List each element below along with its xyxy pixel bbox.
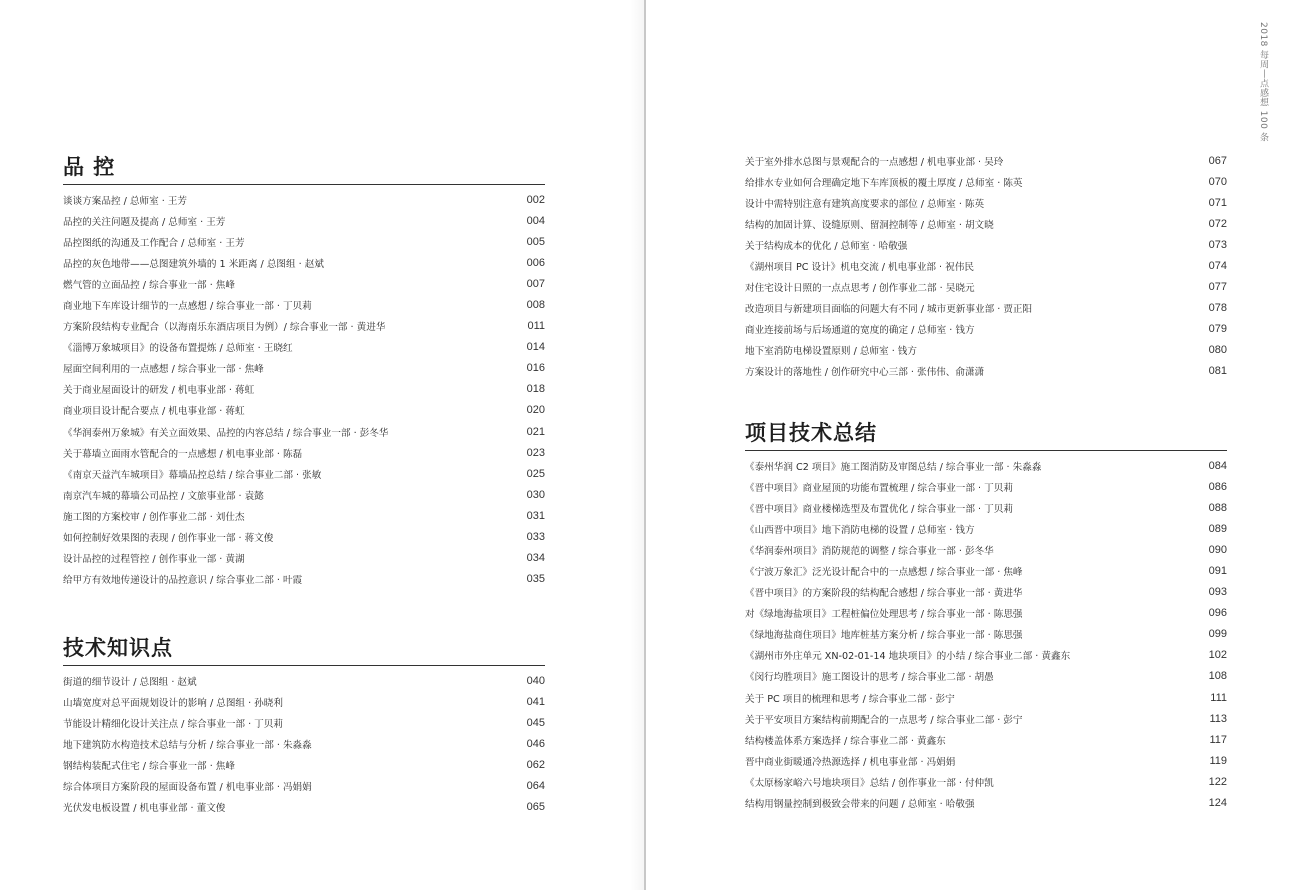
toc-entry-page-number: 065	[526, 801, 545, 814]
toc-entry[interactable]	[745, 340, 1227, 361]
toc-entry-title: 《晋中项目》商业楼梯选型及布置优化 / 综合事业一部 · 丁贝莉	[745, 503, 1013, 515]
toc-entry-title: 如何控制好效果图的表现 / 创作事业一部 · 蒋文俊	[63, 533, 274, 545]
toc-entry-page-number: 033	[526, 531, 545, 544]
toc-list	[63, 670, 545, 818]
toc-entry-page-number: 081	[1208, 365, 1227, 378]
toc-entry-title: 给排水专业如何合理确定地下车库顶板的覆土厚度 / 总师室 · 陈英	[745, 177, 1023, 189]
toc-entry-page-number: 084	[1208, 459, 1227, 472]
toc-entry-page-number: 011	[527, 320, 545, 333]
toc-entry-page-number: 045	[526, 716, 545, 729]
toc-entry-title: 设计品控的过程管控 / 创作事业一部 · 黄湖	[63, 554, 245, 566]
toc-entry[interactable]	[745, 361, 1227, 382]
toc-list	[745, 150, 1227, 382]
toc-entry-page-number: 074	[1208, 260, 1227, 273]
toc-entry-page-number: 014	[526, 341, 545, 354]
toc-entry-title: 施工图的方案校审 / 创作事业二部 · 刘仕杰	[63, 511, 245, 523]
toc-entry-page-number: 080	[1208, 344, 1227, 357]
toc-entry-page-number: 093	[1208, 586, 1227, 599]
toc-entry-page-number: 077	[1208, 281, 1227, 294]
toc-entry-page-number: 108	[1208, 670, 1227, 683]
toc-entry-title: 给甲方有效地传递设计的品控意识 / 综合事业二部 · 叶霞	[63, 575, 303, 587]
toc-entry[interactable]	[63, 442, 545, 463]
toc-entry-title: 方案阶段结构专业配合（以海南乐东酒店项目为例）/ 综合事业一部 · 黄进华	[63, 322, 386, 334]
toc-entry-page-number: 018	[526, 383, 545, 396]
toc-entry-page-number: 091	[1208, 565, 1227, 578]
toc-entry-page-number: 006	[526, 256, 545, 269]
toc-entry[interactable]	[745, 624, 1227, 645]
toc-entry[interactable]	[63, 231, 545, 252]
toc-entry[interactable]	[745, 476, 1227, 497]
toc-entry-page-number: 004	[526, 214, 545, 227]
toc-entry-page-number: 113	[1209, 712, 1227, 725]
toc-entry[interactable]	[745, 171, 1227, 192]
toc-entry[interactable]	[63, 527, 545, 548]
toc-entry[interactable]	[745, 455, 1227, 476]
toc-entry-title: 《太原杨家峪六号地块项目》总结 / 创作事业一部 · 付仲凯	[745, 777, 994, 789]
page-gutter	[644, 0, 646, 890]
toc-entry-title: 《淄博万象城项目》的设备布置提炼 / 总师室 · 王晓红	[63, 343, 293, 355]
toc-entry[interactable]	[745, 192, 1227, 213]
toc-entry[interactable]	[745, 255, 1227, 276]
toc-entry-title: 品控图纸的沟通及工作配合 / 总师室 · 王芳	[63, 237, 245, 249]
toc-entry-title: 钢结构装配式住宅 / 综合事业一部 · 焦峰	[63, 760, 235, 772]
toc-entry-page-number: 062	[526, 758, 545, 771]
toc-entry-title: 结构的加固计算、设缝原则、留洞控制等 / 总师室 · 胡文晓	[745, 219, 994, 231]
toc-entry[interactable]	[745, 750, 1227, 771]
toc-entry-title: 对《绿地海盐项目》工程桩偏位处理思考 / 综合事业一部 · 陈思强	[745, 609, 1023, 621]
toc-entry-title: 品控的灰色地带——总图建筑外墙的 1 米距离 / 总图组 · 赵斌	[63, 258, 324, 270]
section-project-summary	[745, 419, 1227, 814]
toc-entry-page-number: 007	[526, 277, 545, 290]
toc-entry-page-number: 070	[1208, 175, 1227, 188]
toc-entry[interactable]	[63, 337, 545, 358]
toc-entry-title: 改造项目与新建项目面临的问题大有不同 / 城市更新事业部 · 贾正阳	[745, 304, 1033, 316]
toc-entry-title: 《华润泰州项目》消防规范的调整 / 综合事业一部 · 彭冬华	[745, 545, 994, 557]
toc-entry[interactable]	[745, 213, 1227, 234]
toc-entry[interactable]	[745, 771, 1227, 792]
toc-entry[interactable]	[63, 294, 545, 315]
section-quality-control	[63, 153, 545, 590]
toc-entry[interactable]	[63, 754, 545, 775]
toc-entry[interactable]	[745, 729, 1227, 750]
toc-entry-title: 屋面空间利用的一点感想 / 综合事业一部 · 焦峰	[63, 364, 264, 376]
toc-entry-title: 南京汽车城的幕墙公司品控 / 文旅事业部 · 袁懿	[63, 490, 264, 502]
toc-entry-title: 《山西晋中项目》地下消防电梯的设置 / 总师室 · 钱方	[745, 524, 975, 536]
toc-entry[interactable]	[63, 273, 545, 294]
toc-entry-page-number: 111	[1210, 691, 1227, 704]
toc-entry-title: 《宁波万象汇》泛光设计配合中的一点感想 / 综合事业一部 · 焦峰	[745, 567, 1023, 579]
toc-entry-title: 关于幕墙立面雨水管配合的一点感想 / 机电事业部 · 陈磊	[63, 448, 303, 460]
toc-entry-page-number: 099	[1208, 628, 1227, 641]
toc-entry[interactable]	[745, 708, 1227, 729]
toc-list	[63, 189, 545, 590]
toc-entry-page-number: 079	[1208, 323, 1227, 336]
toc-entry[interactable]	[745, 539, 1227, 560]
toc-entry-title: 燃气管的立面品控 / 综合事业一部 · 焦峰	[63, 279, 235, 291]
toc-entry[interactable]	[63, 421, 545, 442]
toc-entry[interactable]	[745, 793, 1227, 814]
toc-entry[interactable]	[745, 518, 1227, 539]
toc-entry-page-number: 089	[1208, 522, 1227, 535]
toc-entry-title: 关于结构成本的优化 / 总师室 · 哈敬强	[745, 240, 908, 252]
toc-entry-title: 方案设计的落地性 / 创作研究中心三部 · 张伟伟、俞潇潇	[745, 367, 985, 379]
toc-entry[interactable]	[63, 712, 545, 733]
toc-entry-title: 地下建筑防水构造技术总结与分析 / 综合事业一部 · 朱淼淼	[63, 739, 312, 751]
toc-entry[interactable]	[63, 189, 545, 210]
toc-entry-page-number: 031	[526, 509, 545, 522]
toc-entry-page-number: 067	[1208, 154, 1227, 167]
toc-entry-page-number: 117	[1209, 733, 1227, 746]
toc-entry[interactable]	[745, 560, 1227, 581]
toc-entry-page-number: 072	[1208, 217, 1227, 230]
toc-entry[interactable]	[745, 298, 1227, 319]
toc-entry[interactable]	[745, 666, 1227, 687]
toc-entry-title: 《晋中项目》商业屋顶的功能布置梳理 / 综合事业一部 · 丁贝莉	[745, 482, 1013, 494]
toc-entry[interactable]	[63, 505, 545, 526]
toc-entry-page-number: 021	[526, 425, 545, 438]
toc-entry[interactable]	[745, 603, 1227, 624]
running-header: 2018 每周丨点感想 100 条	[1258, 22, 1268, 143]
toc-entry-title: 光伏发电板设置 / 机电事业部 · 董文俊	[63, 803, 226, 815]
toc-entry-page-number: 086	[1208, 480, 1227, 493]
toc-entry-title: 节能设计精细化设计关注点 / 综合事业一部 · 丁贝莉	[63, 718, 283, 730]
toc-entry-page-number: 023	[526, 446, 545, 459]
toc-entry-title: 《泰州华润 C2 项目》施工图消防及审图总结 / 综合事业一部 · 朱淼淼	[745, 461, 1042, 473]
toc-entry-page-number: 005	[526, 235, 545, 248]
section-title: 项目技术总结	[745, 421, 877, 445]
toc-entry-page-number: 090	[1208, 543, 1227, 556]
toc-entry-page-number: 064	[526, 780, 545, 793]
toc-entry-page-number: 122	[1208, 775, 1227, 788]
toc-entry-page-number: 016	[526, 362, 545, 375]
toc-entry-title: 商业连接前场与后场通道的宽度的确定 / 总师室 · 钱方	[745, 325, 975, 337]
toc-entry-page-number: 096	[1208, 607, 1227, 620]
toc-entry-page-number: 008	[526, 299, 545, 312]
toc-entry[interactable]	[63, 548, 545, 569]
toc-entry[interactable]	[745, 497, 1227, 518]
toc-entry-page-number: 040	[526, 674, 545, 687]
toc-entry[interactable]	[63, 775, 545, 796]
section-divider	[63, 184, 545, 185]
toc-list	[745, 455, 1227, 814]
toc-entry-page-number: 030	[526, 488, 545, 501]
toc-entry[interactable]	[63, 691, 545, 712]
toc-entry-title: 晋中商业街暖通冷热源选择 / 机电事业部 · 冯娟娟	[745, 756, 956, 768]
toc-entry-title: 关于 PC 项目的梳理和思考 / 综合事业二部 · 彭宁	[745, 693, 955, 705]
toc-entry[interactable]	[745, 277, 1227, 298]
toc-entry-title: 《闵行均胜项目》施工图设计的思考 / 综合事业二部 · 胡愚	[745, 672, 994, 684]
toc-entry[interactable]	[63, 484, 545, 505]
section-divider	[63, 665, 545, 666]
toc-entry-page-number: 088	[1208, 501, 1227, 514]
toc-entry[interactable]	[63, 670, 545, 691]
section-title: 技术知识点	[63, 636, 173, 660]
toc-entry-title: 品控的关注问题及提高 / 总师室 · 王芳	[63, 216, 226, 228]
section-technical-knowledge	[63, 634, 545, 818]
toc-entry[interactable]	[745, 687, 1227, 708]
toc-entry-page-number: 035	[526, 573, 545, 586]
toc-entry[interactable]	[63, 797, 545, 818]
toc-entry-page-number: 073	[1208, 238, 1227, 251]
toc-entry[interactable]	[63, 569, 545, 590]
section-title: 品 控	[63, 155, 116, 179]
toc-entry-title: 关于商业屋面设计的研发 / 机电事业部 · 蒋虹	[63, 385, 255, 397]
toc-entry-title: 结构楼盖体系方案选择 / 综合事业二部 · 黄鑫东	[745, 735, 946, 747]
toc-entry-title: 街道的细节设计 / 总图组 · 赵斌	[63, 676, 197, 688]
toc-entry-title: 山墙宽度对总平面规划设计的影响 / 总图组 · 孙晓利	[63, 697, 283, 709]
toc-entry-page-number: 071	[1208, 196, 1227, 209]
toc-entry[interactable]	[63, 463, 545, 484]
toc-entry-page-number: 034	[526, 552, 545, 565]
toc-entry[interactable]	[745, 150, 1227, 171]
toc-entry-page-number: 025	[526, 467, 545, 480]
toc-entry[interactable]	[745, 319, 1227, 340]
toc-entry-page-number: 002	[526, 193, 545, 206]
toc-entry-title: 地下室消防电梯设置原则 / 总师室 · 钱方	[745, 346, 917, 358]
toc-entry-title: 设计中需特别注意有建筑高度要求的部位 / 总师室 · 陈英	[745, 198, 985, 210]
toc-entry-page-number: 020	[526, 404, 545, 417]
toc-entry[interactable]	[63, 733, 545, 754]
toc-entry-page-number: 046	[526, 737, 545, 750]
toc-entry-page-number: 041	[526, 695, 545, 708]
toc-entry-title: 《湖州市外庄单元 XN-02-01-14 地块项目》的小结 / 综合事业二部 · 黄鑫东	[745, 651, 1071, 663]
toc-entry-page-number: 102	[1208, 649, 1227, 662]
toc-entry-title: 对住宅设计日照的一点点思考 / 创作事业二部 · 吴晓元	[745, 283, 975, 295]
toc-entry-title: 关于平安项目方案结构前期配合的一点思考 / 综合事业二部 · 彭宁	[745, 714, 1023, 726]
toc-entry-title: 谈谈方案品控 / 总师室 · 王芳	[63, 195, 188, 207]
toc-entry-title: 商业项目设计配合要点 / 机电事业部 · 蒋虹	[63, 406, 245, 418]
toc-entry-page-number: 119	[1209, 754, 1227, 767]
toc-entry[interactable]	[63, 400, 545, 421]
toc-entry-title: 商业地下车库设计细节的一点感想 / 综合事业一部 · 丁贝莉	[63, 301, 312, 313]
section-divider	[745, 450, 1227, 451]
toc-entry-title: 综合体项目方案阶段的屋面设备布置 / 机电事业部 · 冯娟娟	[63, 782, 312, 794]
toc-entry-page-number: 124	[1208, 797, 1227, 810]
toc-entry[interactable]	[63, 210, 545, 231]
toc-entry-title: 结构用钢量控制到极致会带来的问题 / 总师室 · 哈敬强	[745, 799, 975, 811]
toc-entry[interactable]	[63, 358, 545, 379]
toc-entry[interactable]	[745, 582, 1227, 603]
toc-entry[interactable]	[745, 234, 1227, 255]
toc-entry[interactable]	[745, 645, 1227, 666]
toc-entry-title: 《绿地海盐商住项目》地库桩基方案分析 / 综合事业一部 · 陈思强	[745, 630, 1023, 642]
toc-entry-title: 《南京天益汽车城项目》幕墙品控总结 / 综合事业二部 · 张敏	[63, 469, 322, 481]
toc-entry-page-number: 078	[1208, 302, 1227, 315]
toc-entry-title: 《华润泰州万象城》有关立面效果、品控的内容总结 / 综合事业一部 · 彭冬华	[63, 427, 389, 439]
section-technical-knowledge-continued	[745, 150, 1227, 382]
toc-entry[interactable]	[63, 379, 545, 400]
toc-entry-title: 《晋中项目》的方案阶段的结构配合感想 / 综合事业一部 · 黄进华	[745, 588, 1023, 600]
page-gutter-shadow	[630, 0, 644, 890]
toc-entry[interactable]	[63, 252, 545, 273]
toc-entry-title: 关于室外排水总图与景观配合的一点感想 / 机电事业部 · 吴玲	[745, 156, 1004, 168]
toc-entry-title: 《湖州项目 PC 设计》机电交流 / 机电事业部 · 祝伟民	[745, 262, 974, 274]
toc-entry[interactable]	[63, 316, 545, 337]
